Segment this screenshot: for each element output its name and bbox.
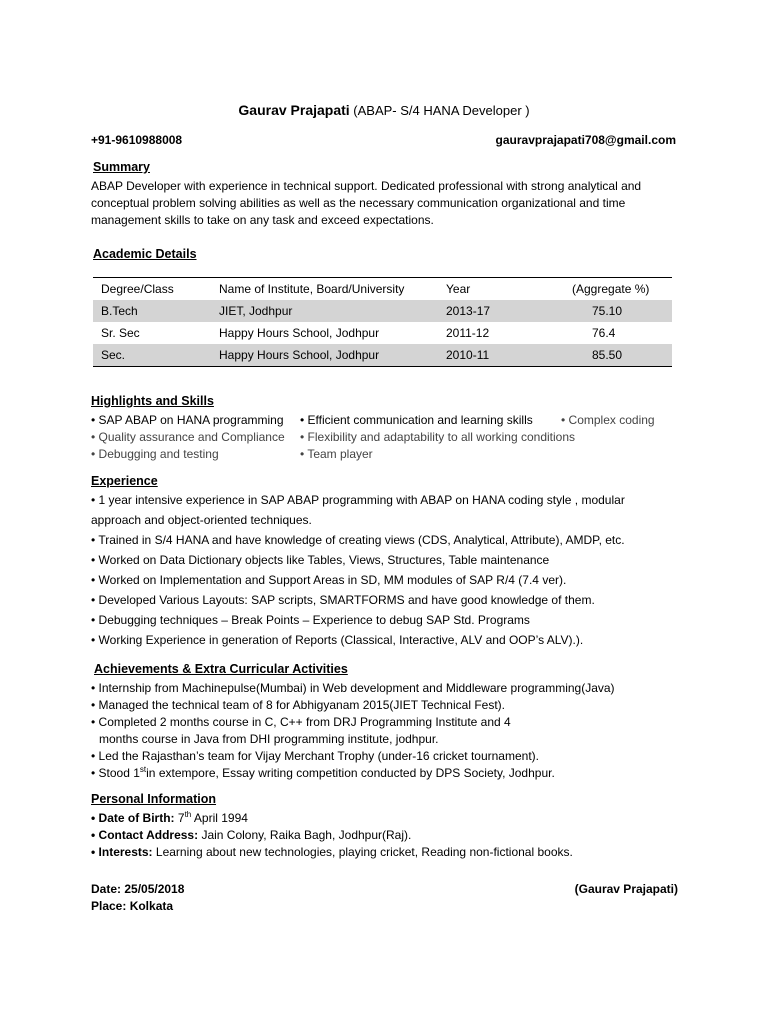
table-cell: 2011-12 <box>446 326 490 340</box>
list-item <box>91 844 573 861</box>
achievements-list <box>91 680 615 782</box>
table-row <box>93 344 672 367</box>
table-cell: JIET, Jodhpur <box>211 300 438 322</box>
summary-heading: Summary <box>93 160 150 174</box>
highlights-heading: Highlights and Skills <box>91 394 214 408</box>
table-row <box>93 322 672 344</box>
achievement-text: • Stood 1 <box>91 766 140 780</box>
date-line: Date: 25/05/2018 <box>91 882 185 896</box>
personal-heading: Personal Information <box>91 792 217 806</box>
table-cell: 85.50 <box>564 344 672 367</box>
academic-heading: Academic Details <box>93 247 197 261</box>
list-item <box>91 765 615 782</box>
list-item: • Completed 2 months course in C, C++ from DRJ Programming Institute and 4 <box>91 715 511 729</box>
table-cell: 76.4 <box>592 326 616 340</box>
list-item: • Worked on Implementation and Support Areas in SD, MM modules of SAP R/4 (7.4 ver). <box>91 573 567 587</box>
list-item: • Working Experience in generation of Reports (Classical, Interactive, ALV and OOP’s ALV).). <box>91 633 584 647</box>
list-item: • 1 year intensive experience in SAP ABAP programming with ABAP on HANA coding style , modular <box>91 493 625 507</box>
table-cell: Sec. <box>93 344 211 367</box>
email-address: gauravprajapati708@gmail.com <box>495 133 676 147</box>
list-item <box>91 827 573 844</box>
table-cell: 2013-17 <box>438 300 564 322</box>
table-cell: Happy Hours School, Jodhpur <box>219 326 380 340</box>
list-item: • Developed Various Layouts: SAP scripts, SMARTFORMS and have good knowledge of them. <box>91 593 595 607</box>
dob-day: 7 <box>177 811 185 825</box>
column-header: Degree/Class <box>93 278 211 301</box>
field-label: • Interests: <box>91 845 153 859</box>
column-header: Year <box>438 278 564 301</box>
achievement-text: in extempore, Essay writing competition conducted by DPS Society, Jodhpur. <box>146 766 555 780</box>
experience-heading: Experience <box>91 474 158 488</box>
experience-list <box>91 490 625 650</box>
skill-item: • Flexibility and adaptability to all working conditions <box>300 430 576 444</box>
field-label: • Contact Address: <box>91 828 199 842</box>
academic-header-row <box>93 278 672 301</box>
candidate-role: (ABAP- S/4 HANA Developer ) <box>353 103 530 118</box>
skill-item: • Team player <box>300 447 373 461</box>
skill-item: • Efficient communication and learning skills <box>300 413 533 427</box>
academic-table <box>93 277 672 367</box>
list-item: months course in Java from DHI programming institute, jodhpur. <box>99 732 439 746</box>
ordinal-suffix: st <box>139 765 147 774</box>
address-value: Jain Colony, Raika Bagh, Jodhpur(Raj). <box>201 828 412 842</box>
list-item: approach and object-oriented techniques. <box>91 513 312 527</box>
personal-list <box>91 810 573 861</box>
interests-value: Learning about new technologies, playing cricket, Reading non-fictional books. <box>155 845 573 859</box>
achievements-heading: Achievements & Extra Curricular Activities <box>94 662 348 676</box>
list-item: • Led the Rajasthan’s team for Vijay Merchant Trophy (under-16 cricket tournament). <box>91 749 539 763</box>
ordinal-suffix: th <box>184 810 192 819</box>
list-item: • Internship from Machinepulse(Mumbai) in Web development and Middleware programming(Java) <box>91 681 615 695</box>
table-cell: 75.10 <box>564 300 672 322</box>
list-item: • Debugging techniques – Break Points – Experience to debug SAP Std. Programs <box>91 613 530 627</box>
skill-item: • SAP ABAP on HANA programming <box>91 413 284 427</box>
table-row <box>93 300 672 322</box>
skill-item: • Quality assurance and Compliance <box>91 430 285 444</box>
summary-text: ABAP Developer with experience in technical support. Dedicated professional with strong analytical and conceptual problem solving abilities as well as the necessary communication organizational and time management skills to take on any task and exceed expectations. <box>91 179 642 227</box>
column-header: (Aggregate %) <box>564 278 672 301</box>
list-item: • Worked on Data Dictionary objects like Tables, Views, Structures, Table maintenance <box>91 553 550 567</box>
table-cell: Happy Hours School, Jodhpur <box>211 344 438 367</box>
phone-number: +91-9610988008 <box>91 133 183 147</box>
column-header: Name of Institute, Board/University <box>211 278 438 301</box>
table-cell: Sr. Sec <box>101 326 140 340</box>
place-line: Place: Kolkata <box>91 899 174 913</box>
dob-rest: April 1994 <box>193 811 248 825</box>
skill-item: • Complex coding <box>561 413 655 427</box>
table-cell: B.Tech <box>93 300 211 322</box>
table-cell: 2010-11 <box>438 344 564 367</box>
list-item <box>91 810 573 827</box>
field-label: • Date of Birth: <box>91 811 175 825</box>
list-item: • Trained in S/4 HANA and have knowledge of creating views (CDS, Analytical, Attribute), AMDP, etc. <box>91 533 625 547</box>
signature-name: (Gaurav Prajapati) <box>574 882 678 896</box>
skill-item: • Debugging and testing <box>91 447 219 461</box>
list-item: • Managed the technical team of 8 for Abhigyanam 2015(JIET Technical Fest). <box>91 698 505 712</box>
candidate-name: Gaurav Prajapati <box>238 102 350 118</box>
resume-title <box>0 102 768 118</box>
